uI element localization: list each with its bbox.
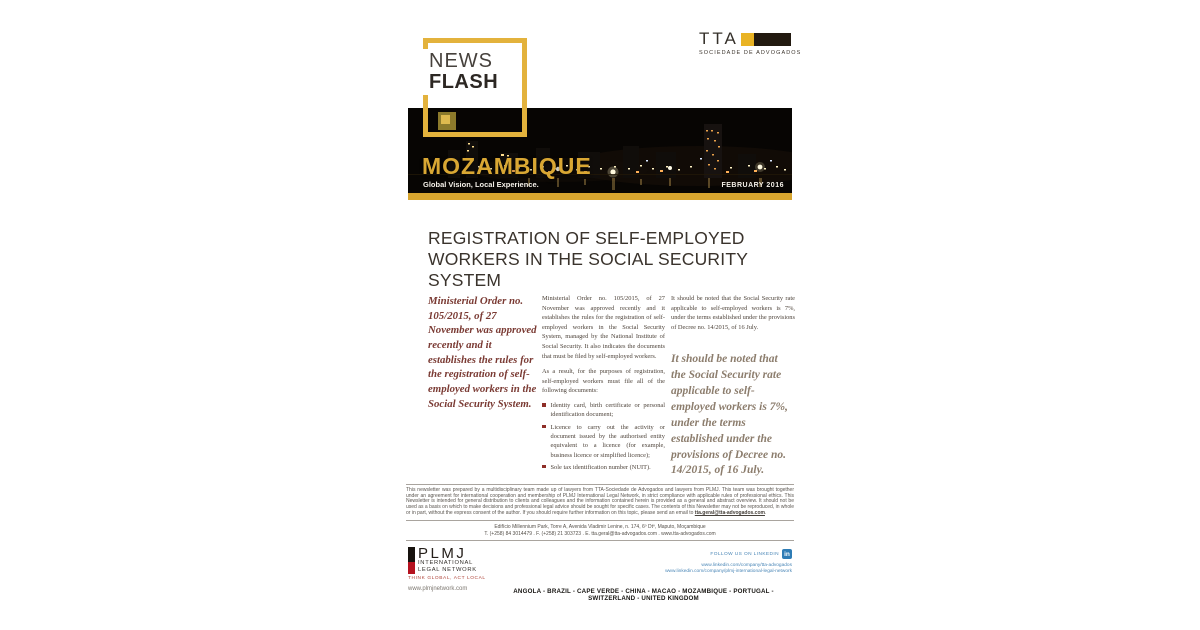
bullet-text: Licence to carry out the activity or document issued by the authorised entity equivalent to a licence (for example, business licence or simplified licence); — [550, 423, 665, 459]
plmj-logo-text — [418, 547, 477, 574]
disclaimer-email-link[interactable]: tta.geral@tta-advogados.com — [694, 509, 765, 516]
disclaimer-suffix: . — [764, 509, 767, 516]
disclaimer-text — [406, 488, 794, 517]
gold-square-icon — [438, 112, 456, 130]
article-title-line1: REGISTRATION OF SELF-EMPLOYED — [428, 228, 745, 248]
lead-quote: Ministerial Order no. 105/2015, of 27 November was approved recently and it establishes the rules for the registration of self-employed workers in the Social Security System. — [428, 295, 537, 410]
tta-logo — [699, 29, 802, 56]
list-item — [542, 401, 665, 420]
plmj-motto: THINK GLOBAL, ACT LOCAL — [408, 576, 486, 581]
square-bullet-icon — [542, 465, 546, 469]
linkedin-follow[interactable] — [710, 549, 792, 559]
footer-divider-top — [406, 484, 794, 485]
newsflash-news-label: NEWS — [429, 50, 493, 72]
firm-address — [406, 524, 794, 537]
newsflash-logo — [416, 49, 498, 95]
article-title-line2: WORKERS IN THE SOCIAL SECURITY SYSTEM — [428, 249, 748, 290]
tta-black-bar-icon — [754, 33, 791, 46]
body-paragraph-1: Ministerial Order no. 105/2015, of 27 November was approved recently and it establishes the rules for the registration of self-employed workers in the Social Security System, managed by the National Institute of Social Security. It also indicates the documents that must be filed by self-employed workers. — [542, 295, 665, 360]
body-paragraph-3: It should be noted that the Social Security rate applicable to self-employed workers is 7%, under the terms established under the provisions of Decree no. 14/2015, of 16 July. — [671, 295, 795, 331]
bullet-text: Sole tax identification number (NUIT). — [550, 463, 651, 471]
address-divider-top — [406, 520, 794, 521]
linkedin-icon[interactable]: in — [782, 549, 792, 559]
bullet-text: Identity card, birth certificate or personal identification document; — [550, 402, 665, 419]
list-item — [542, 423, 665, 460]
square-bullet-icon — [542, 403, 546, 407]
country-list: ANGOLA - BRAZIL - CAPE VERDE - CHINA - MACAO - MOZAMBIQUE - PORTUGAL - SWITZERLAND - UNITED KINGDOM — [513, 588, 774, 602]
address-line2: T. (+258) 84 3014479 . F. (+258) 21 303723 . E. tta.geral@tta-advogados.com . www.tta-advogados.com — [484, 530, 716, 537]
gold-square-inner-icon — [441, 115, 450, 124]
article-title — [428, 228, 793, 291]
banner-tagline: Global Vision, Local Experience. — [423, 180, 539, 189]
banner-issue-date: FEBRUARY 2016 — [721, 182, 784, 189]
linkedin-follow-label[interactable]: FOLLOW US ON LINKEDIN — [710, 551, 779, 557]
body-paragraph-2: As a result, for the purposes of registration, self-employed workers must file all of the following documents: — [542, 368, 665, 395]
gold-strip-divider — [408, 193, 792, 200]
banner-country-title: MOZAMBIQUE — [422, 153, 592, 179]
newsflash-flash-label: FLASH — [429, 71, 499, 93]
address-line1: Edifício Millennium Park, Torre A, Avenida Vladimir Lenine, n. 174, 6º Dtº, Maputo, Moçambique — [494, 524, 706, 530]
closing-quote: It should be noted that the Social Security rate applicable to self-employed workers is 7%, under the terms established under the provisions of Decree no. 14/2015, of 16 July. — [671, 353, 788, 477]
plmj-logo-bar-icon — [408, 547, 415, 574]
plmj-wordmark: PLMJ — [418, 545, 467, 562]
tta-wordmark: TTA — [699, 29, 739, 48]
linkedin-url-tta[interactable]: www.linkedin.com/company/tta-advogados — [701, 563, 792, 568]
tta-logo-row — [699, 31, 795, 47]
closing-column — [671, 294, 795, 479]
tta-subtitle: SOCIEDADE DE ADVOGADOS — [699, 50, 802, 56]
plmj-logo — [408, 547, 477, 574]
disclaimer-body: This newsletter was prepared by a multidisciplinary team made up of lawyers from TTA-Sociedade de Advogados and lawyers from PLMJ. This team was brought together under an agreement for international cooperation and membership of PLMJ International Legal Network, in strict compliance with applicable rules of professional ethics. This Newsletter is intended for general distribution to clients and colleagues and the information contained herein is provided as a general and abstract overview. It should not be used as a basis on which to make decisions and professional legal advice should be sought for specific cases. The contents of this Newsletter may not be reproduced, in whole or in part, without the express consent of the author. If you should require further information on this topic, please send an email to — [406, 487, 794, 516]
plmj-line1: INTERNATIONAL — [418, 560, 474, 566]
plmj-website-link[interactable]: www.plmjnetwork.com — [408, 586, 468, 592]
newsletter-page — [400, 0, 800, 630]
list-item — [542, 463, 665, 472]
linkedin-url-plmj[interactable]: www.linkedin.com/company/plmj-international-legal-network — [665, 569, 792, 574]
address-divider-bottom — [406, 540, 794, 541]
linkedin-urls — [665, 563, 792, 575]
document-bullet-list — [542, 401, 665, 472]
body-column — [542, 294, 665, 475]
tta-gold-square-icon — [741, 33, 754, 46]
lead-quote-column — [428, 294, 538, 411]
plmj-line2: LEGAL NETWORK — [418, 566, 477, 573]
square-bullet-icon — [542, 425, 546, 429]
